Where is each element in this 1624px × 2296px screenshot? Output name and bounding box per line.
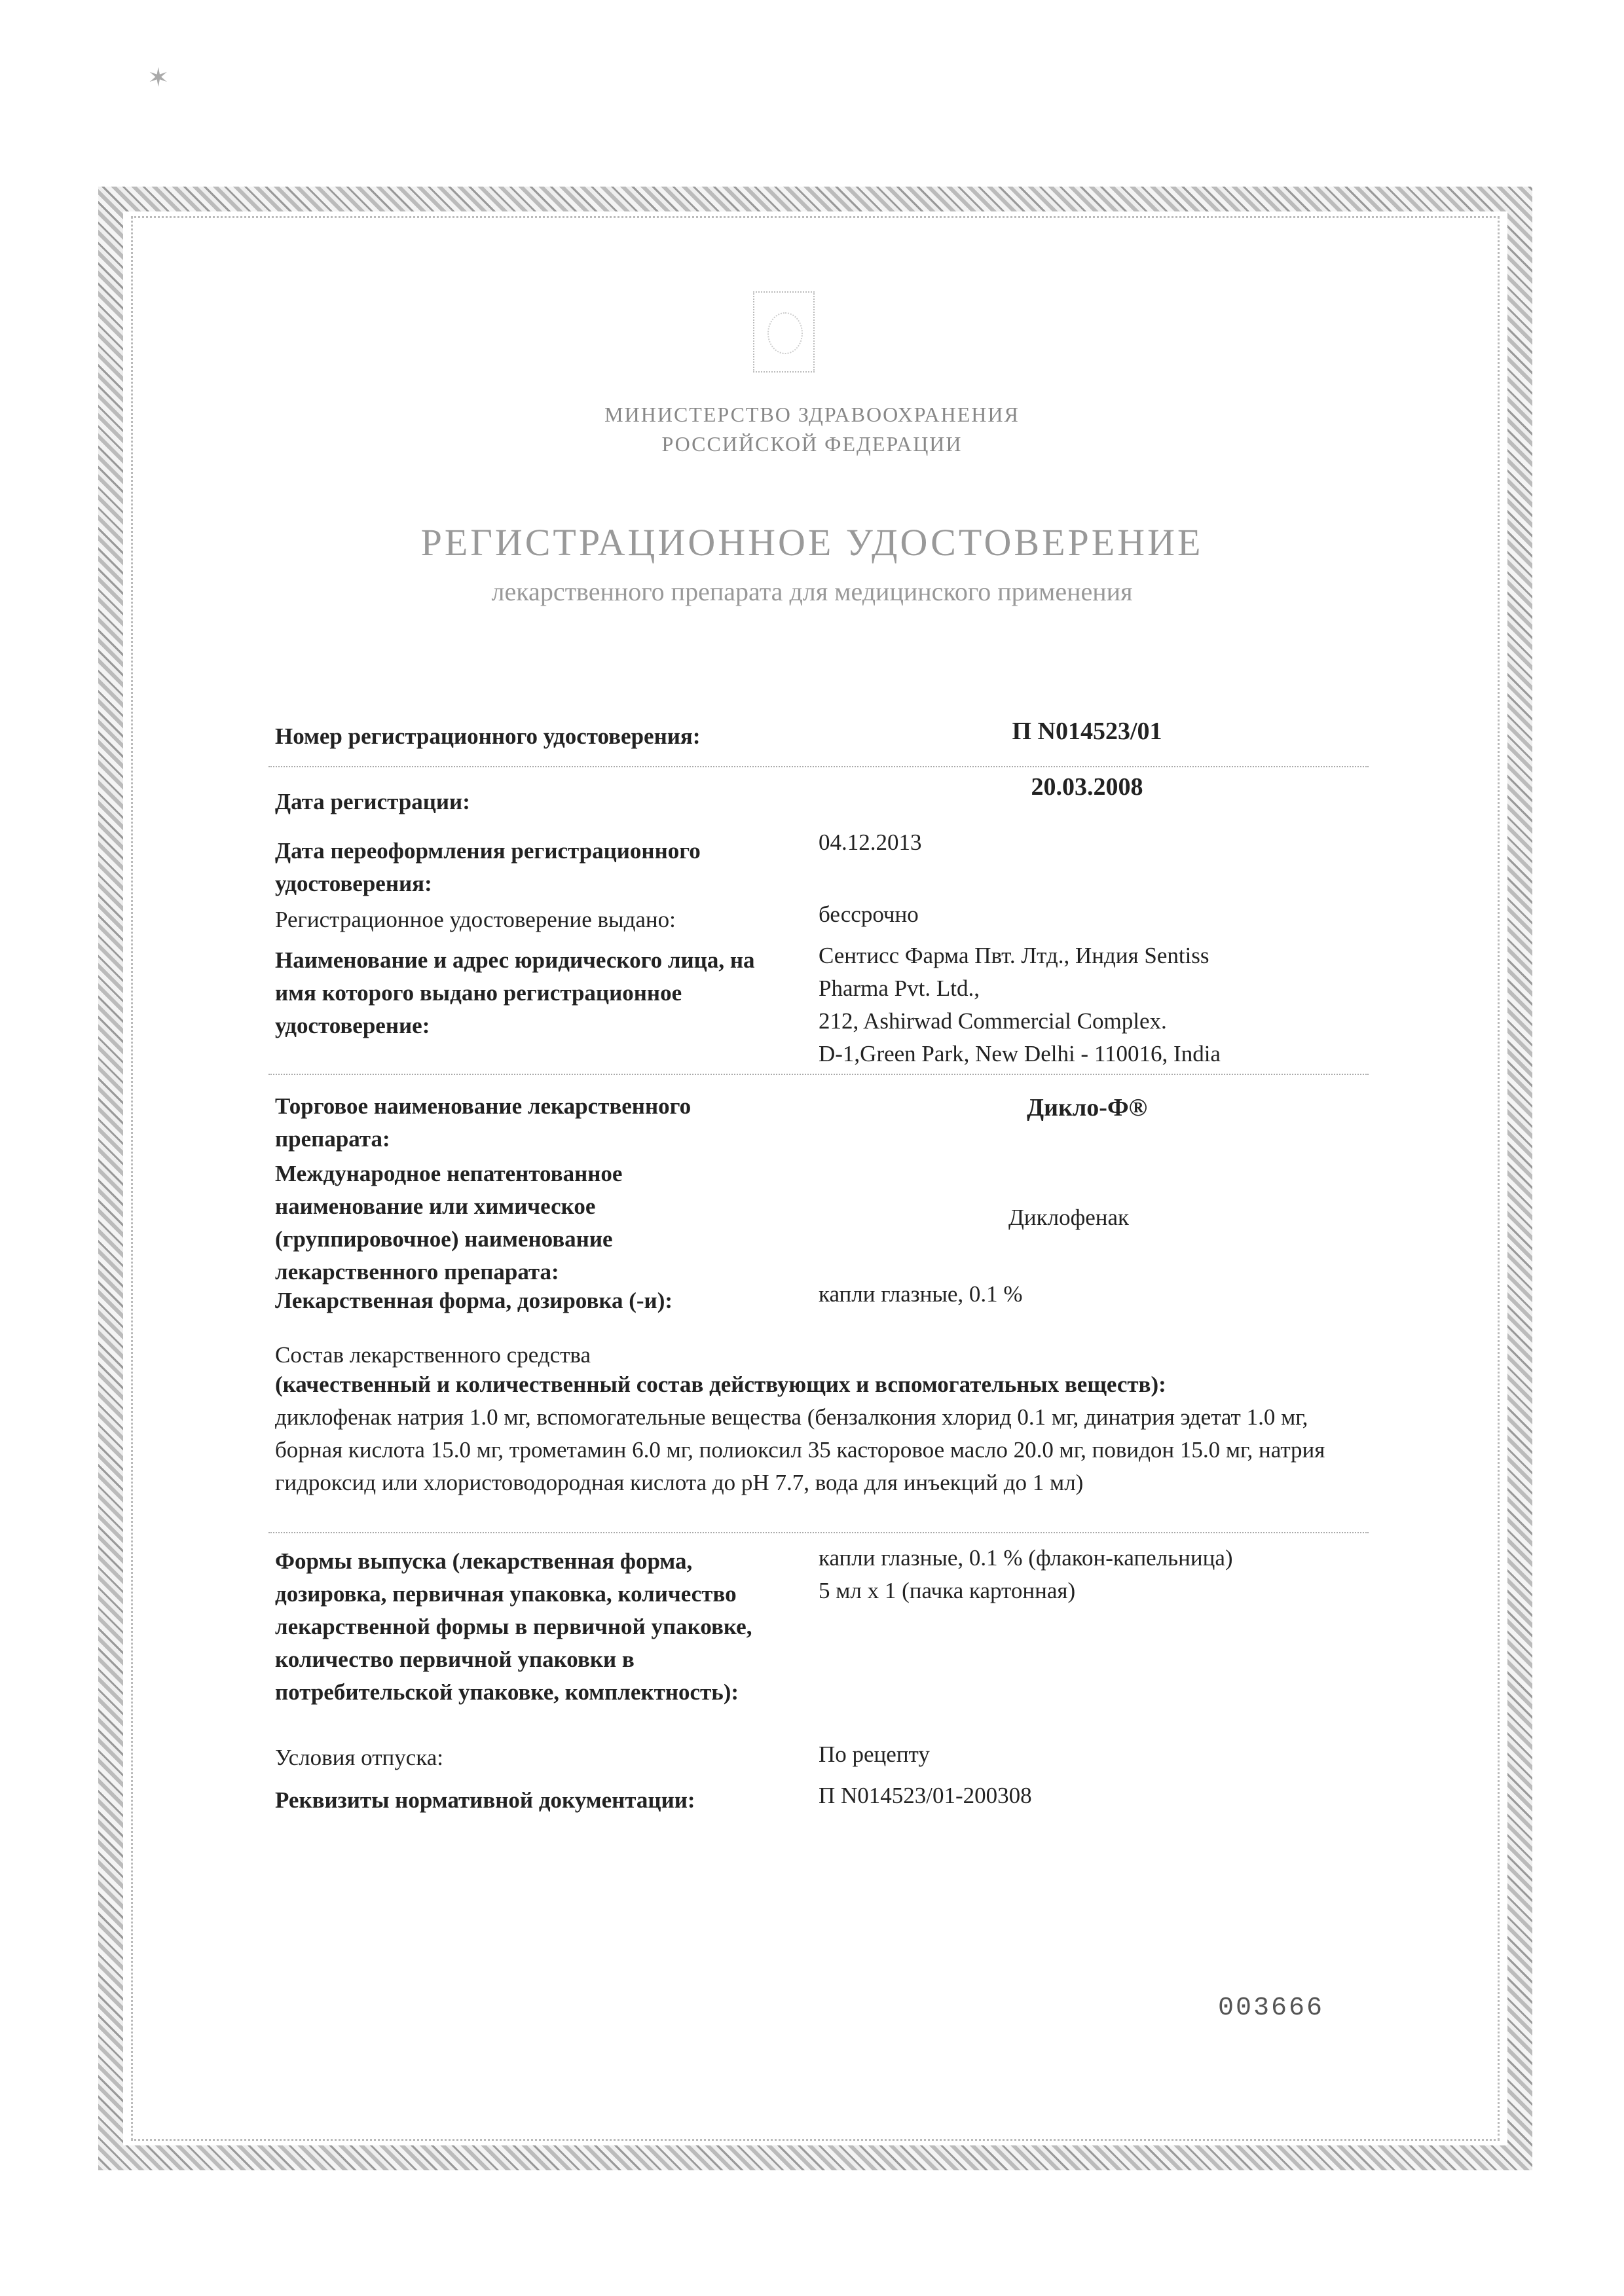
- dispensing-label: Условия отпуска:: [275, 1745, 444, 1770]
- holder-label: Наименование и адрес юридического лица, на имя которого выдано регистрационное удостоверение:: [275, 947, 755, 1038]
- form-value: капли глазные, 0.1 %: [819, 1281, 1023, 1307]
- normative-docs-label: Реквизиты нормативной документации:: [275, 1787, 695, 1813]
- divider: [268, 1074, 1369, 1075]
- serial-number: 003666: [1218, 1994, 1325, 2023]
- holder-line: Сентисс Фарма Пвт. Лтд., Индия Sentiss: [819, 943, 1209, 968]
- coat-of-arms-emblem: [753, 291, 815, 373]
- ministry-name-line2: РОССИЙСКОЙ ФЕДЕРАЦИИ: [661, 432, 963, 456]
- reg-number-value: П N014523/01: [1012, 718, 1162, 745]
- release-forms-line: 5 мл х 1 (пачка картонная): [819, 1578, 1076, 1603]
- reg-number-label: Номер регистрационного удостоверения:: [275, 723, 701, 749]
- reg-date-value: 20.03.2008: [1031, 773, 1143, 801]
- release-forms-value: [819, 1542, 1375, 1607]
- divider: [268, 766, 1369, 767]
- reg-date-label: Дата регистрации:: [275, 789, 470, 814]
- trade-name-label: Торговое наименование лекарственного препарата:: [275, 1093, 692, 1152]
- holder-line: D-1,Green Park, New Delhi - 110016, India: [819, 1041, 1221, 1066]
- certificate-subtitle: лекарственного препарата для медицинского применения: [491, 577, 1133, 606]
- release-forms-line: капли глазные, 0.1 % (флакон-капельница): [819, 1545, 1233, 1571]
- trade-name-value: Дикло-Ф®: [1027, 1094, 1147, 1121]
- release-forms-label: Формы выпуска (лекарственная форма, дозировка, первичная упаковка, количество лекарственной формы в первичной упаковке, количество первичной упаковки в потребительской упаковке, комплектность):: [275, 1548, 752, 1705]
- corner-mark: ✶: [147, 63, 170, 92]
- holder-value: [819, 939, 1375, 1070]
- ministry-name-line1: МИНИСТЕРСТВО ЗДРАВООХРАНЕНИЯ: [604, 403, 1020, 426]
- reissue-date-label: Дата переоформления регистрационного удостоверения:: [275, 838, 701, 896]
- composition-value: диклофенак натрия 1.0 мг, вспомогательные вещества (бензалкония хлорид 0.1 мг, динатрия эдетат 1.0 мг, борная кислота 15.0 мг, трометамин 6.0 мг, полиоксил 35 касторовое масло 20.0 мг, повидон 15.0 мг, натрия гидроксид или хлористоводородная кислота до pH 7.7, вода для инъекций до 1 мл): [275, 1404, 1325, 1495]
- composition-label-line2: (качественный и количественный состав действующих и вспомогательных веществ):: [275, 1372, 1166, 1397]
- issued-label: Регистрационное удостоверение выдано:: [275, 907, 676, 932]
- holder-line: 212, Ashirwad Commercial Complex.: [819, 1008, 1167, 1034]
- inn-value: Диклофенак: [1008, 1205, 1130, 1230]
- dispensing-value: По рецепту: [819, 1741, 930, 1767]
- composition-label-line1: Состав лекарственного средства: [275, 1342, 591, 1368]
- certificate-title: РЕГИСТРАЦИОННОЕ УДОСТОВЕРЕНИЕ: [420, 521, 1204, 564]
- holder-line: Pharma Pvt. Ltd.,: [819, 975, 980, 1001]
- inn-label: Международное непатентованное наименование или химическое (группировочное) наименование лекарственного препарата:: [275, 1161, 623, 1285]
- reissue-date-value: 04.12.2013: [819, 829, 922, 855]
- issued-value: бессрочно: [819, 902, 919, 927]
- form-label: Лекарственная форма, дозировка (-и):: [275, 1288, 673, 1313]
- normative-docs-value: П N014523/01-200308: [819, 1783, 1032, 1808]
- divider: [268, 1532, 1369, 1533]
